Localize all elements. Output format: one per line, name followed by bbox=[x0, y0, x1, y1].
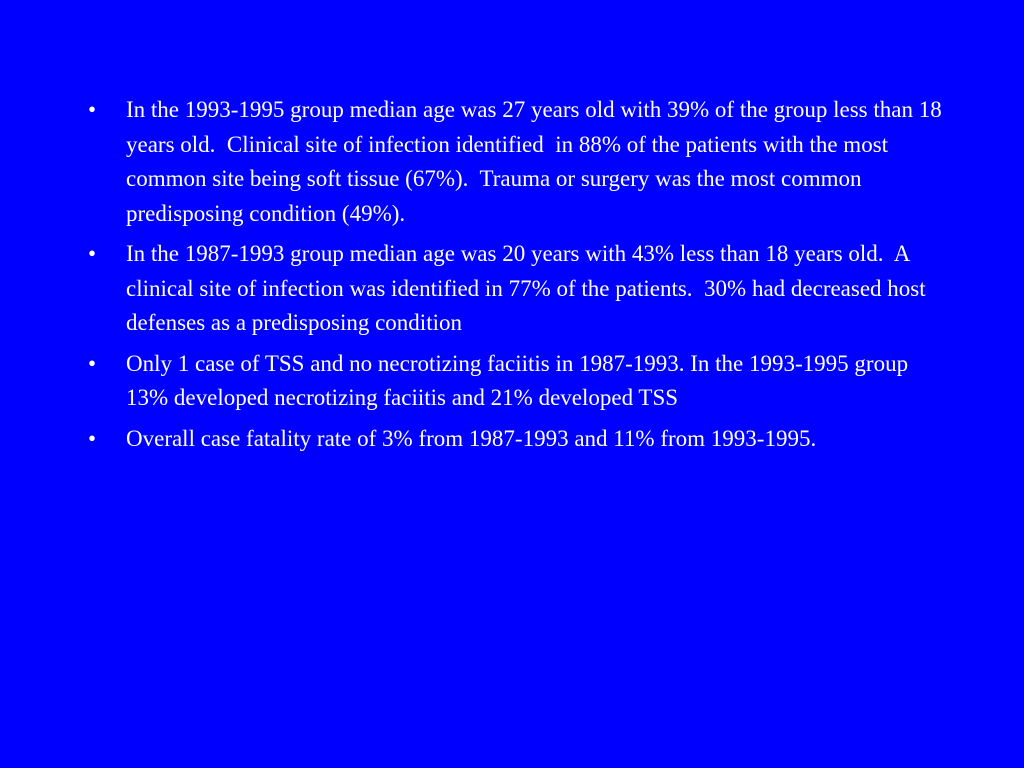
bullet-text: Overall case fatality rate of 3% from 1987-1993 and 11% from 1993-1995. bbox=[126, 425, 817, 451]
bullet-item bbox=[88, 237, 948, 341]
bullet-item bbox=[88, 93, 948, 231]
bullet-item bbox=[88, 347, 948, 416]
bullet-text: Only 1 case of TSS and no necrotizing faciitis in 1987-1993. In the 1993-1995 group 13% developed necrotizing faciitis and 21% developed TSS bbox=[126, 350, 914, 410]
bullet-marker: • bbox=[88, 425, 97, 451]
bullet-marker: • bbox=[88, 97, 97, 122]
bullet-item bbox=[88, 422, 948, 457]
bullet-list bbox=[88, 93, 948, 462]
bullet-text: In the 1987-1993 group median age was 20 years with 43% less than 18 years old. A clinical site of infection was identified in 77% of the patients. 30% had decreased host defenses as a predisposing condition bbox=[126, 241, 932, 335]
bullet-marker: • bbox=[88, 241, 97, 266]
bullet-marker: • bbox=[88, 350, 97, 376]
bullet-text: In the 1993-1995 group median age was 27 years old with 39% of the group less than 18 years old. Clinical site of infection identified in 88% of the patients with the most common site being soft tissue (67%). Trauma or surgery was the most common predisposing condition (49%). bbox=[126, 97, 948, 226]
